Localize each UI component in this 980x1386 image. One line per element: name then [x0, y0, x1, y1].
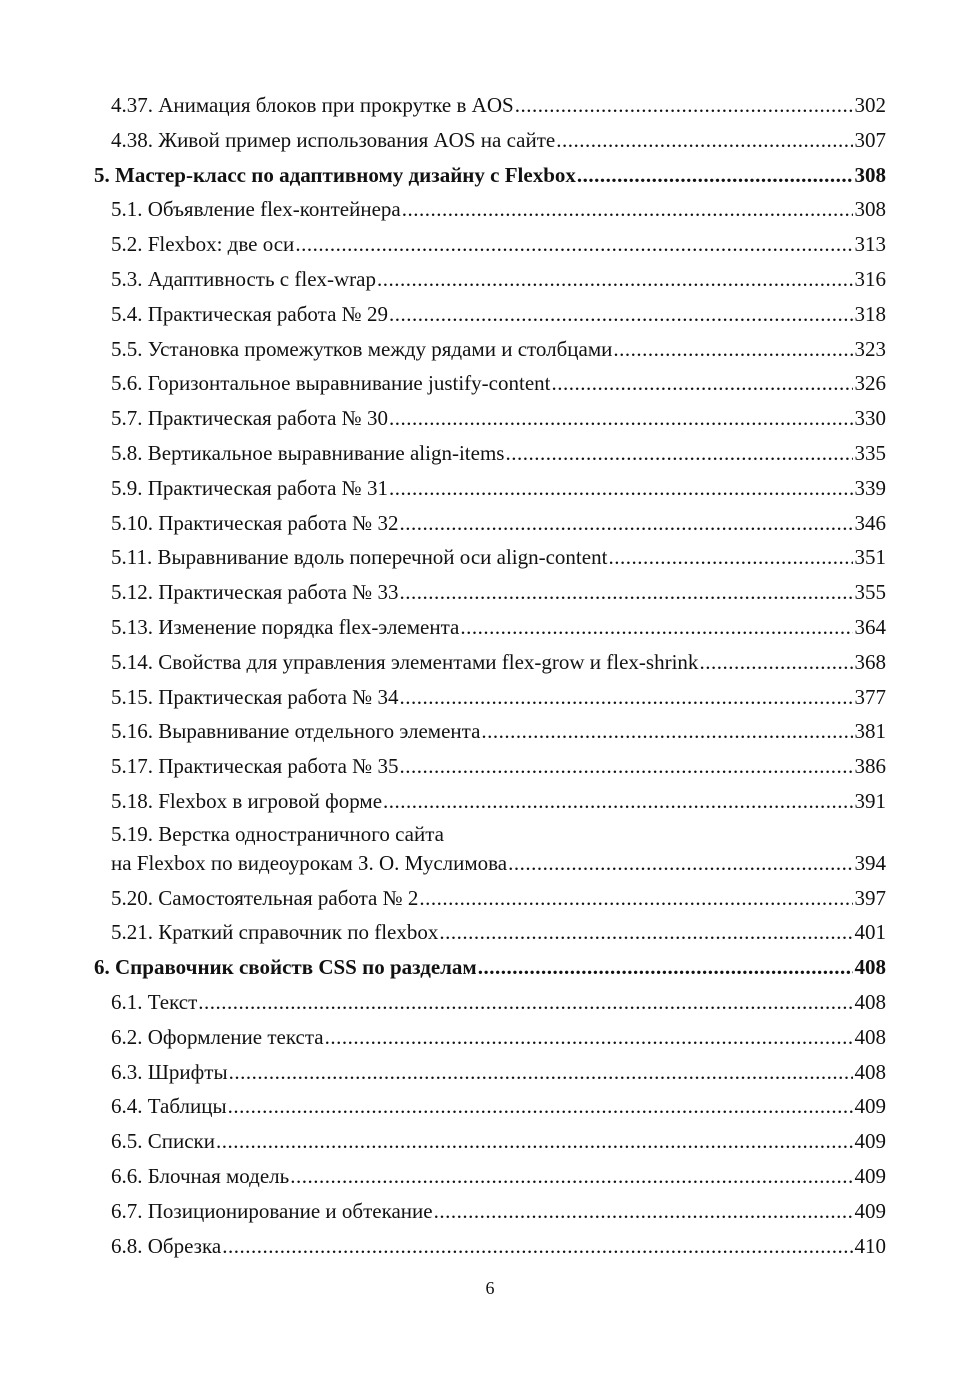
toc-entry-title: 6.7. Позиционирование и обтекание [111, 1198, 433, 1223]
toc-entry[interactable] [94, 192, 886, 227]
toc-entry[interactable] [94, 1229, 886, 1264]
toc-entry[interactable] [94, 332, 886, 367]
toc-entry-page: 323 [854, 336, 886, 361]
toc-entry-page: 397 [854, 885, 886, 910]
dot-leader [383, 784, 852, 819]
toc-entry-title: 5.14. Свойства для управления элементами flex-grow и flex-shrink [111, 649, 699, 674]
dot-leader [399, 749, 852, 784]
dot-leader [434, 1194, 853, 1229]
dot-leader [399, 575, 852, 610]
toc-entry-page: 391 [854, 788, 886, 813]
dot-leader [460, 610, 852, 645]
toc-entry-page: 408 [854, 989, 886, 1014]
toc-entry[interactable] [94, 819, 886, 881]
toc-entry-title: 5.13. Изменение порядка flex-элемента [111, 614, 460, 639]
toc-entry[interactable] [94, 88, 886, 123]
toc-entry[interactable] [94, 784, 886, 819]
dot-leader [216, 1124, 853, 1159]
dot-leader [439, 915, 852, 950]
toc-entry-title: 5.1. Объявление flex-контейнера [111, 197, 401, 222]
toc-entry-title-line1: 5.19. Верстка одностраничного сайта [111, 821, 444, 846]
toc-entry-page: 308 [854, 197, 886, 222]
toc-entry-page: 326 [854, 371, 886, 396]
toc-entry-page: 401 [854, 920, 886, 945]
dot-leader [699, 645, 852, 680]
dot-leader [228, 1089, 853, 1124]
toc-entry[interactable] [94, 915, 886, 950]
toc-entry-title: 5.4. Практическая работа № 29 [111, 301, 388, 326]
toc-entry-page: 381 [854, 719, 886, 744]
toc-entry-page: 335 [854, 440, 886, 465]
dot-leader [481, 714, 852, 749]
toc-entry-page: 409 [854, 1198, 886, 1223]
toc-entry-page: 330 [854, 406, 886, 431]
toc-entry-title: 5.9. Практическая работа № 31 [111, 475, 388, 500]
toc-entry-page: 386 [854, 754, 886, 779]
toc-entry[interactable] [94, 985, 886, 1020]
dot-leader [389, 401, 853, 436]
toc-entry-page: 410 [854, 1233, 886, 1258]
toc-entry-title: 6.6. Блочная модель [111, 1163, 290, 1188]
toc-entry[interactable] [94, 575, 886, 610]
toc-entry-page: 307 [854, 127, 886, 152]
toc-entry-title: 5.8. Вертикальное выравнивание align-items [111, 440, 505, 465]
toc-entry-title: 5.20. Самостоятельная работа № 2 [111, 885, 419, 910]
toc-entry[interactable] [94, 262, 886, 297]
toc-entry-page: 313 [854, 232, 886, 257]
dot-leader [508, 846, 852, 881]
toc-chapter-page: 308 [854, 162, 886, 187]
toc-entry-page: 316 [854, 266, 886, 291]
toc-entry[interactable] [94, 645, 886, 680]
dot-leader [198, 985, 852, 1020]
dot-leader [389, 471, 853, 506]
toc-entry-page: 346 [854, 510, 886, 535]
toc-entry-title: 5.2. Flexbox: две оси [111, 232, 295, 257]
dot-leader [290, 1159, 852, 1194]
toc-entry-page: 364 [854, 614, 886, 639]
toc-entry[interactable] [94, 714, 886, 749]
dot-leader [399, 680, 852, 715]
toc-entry-title: 5.10. Практическая работа № 32 [111, 510, 399, 535]
toc-entry[interactable] [94, 610, 886, 645]
dot-leader [402, 192, 853, 227]
dot-leader [295, 227, 852, 262]
toc-entry-page: 318 [854, 301, 886, 326]
toc-entry-page: 408 [854, 1024, 886, 1049]
toc-entry-title: 6.3. Шрифты [111, 1059, 228, 1084]
dot-leader [399, 506, 852, 541]
toc-chapter-page: 408 [854, 955, 886, 980]
dot-leader [515, 88, 853, 123]
toc-entry[interactable] [94, 749, 886, 784]
dot-leader [608, 540, 852, 575]
dot-leader [229, 1055, 853, 1090]
toc-entry[interactable] [94, 1055, 886, 1090]
dot-leader [505, 436, 852, 471]
toc-entry[interactable] [94, 506, 886, 541]
dot-leader [551, 366, 852, 401]
dot-leader [222, 1229, 852, 1264]
toc-entry[interactable] [94, 436, 886, 471]
toc-entry-title: 5.17. Практическая работа № 35 [111, 754, 399, 779]
toc-entry-page: 339 [854, 475, 886, 500]
toc-entry[interactable] [94, 1159, 886, 1194]
toc-entry-title: 6.8. Обрезка [111, 1233, 222, 1258]
toc-entry-title: 5.7. Практическая работа № 30 [111, 406, 388, 431]
toc-entry-page: 394 [854, 850, 886, 875]
toc-entry-title: 5.5. Установка промежутков между рядами и столбцами [111, 336, 613, 361]
toc-entry-page: 368 [854, 649, 886, 674]
toc-chapter-title: 6. Справочник свойств CSS по разделам [94, 955, 477, 980]
toc-chapter[interactable] [94, 950, 886, 985]
dot-leader [325, 1020, 853, 1055]
toc-entry[interactable] [94, 680, 886, 715]
toc-entry-page: 355 [854, 580, 886, 605]
dot-leader [389, 297, 853, 332]
toc-entry-title: 6.4. Таблицы [111, 1094, 227, 1119]
toc-entry-title: 5.21. Краткий справочник по flexbox [111, 920, 439, 945]
toc-entry[interactable] [94, 471, 886, 506]
toc-entry[interactable] [94, 881, 886, 916]
toc-chapter[interactable] [94, 158, 886, 193]
toc-entry[interactable] [94, 1020, 886, 1055]
toc-entry-page: 409 [854, 1094, 886, 1119]
toc-chapter-title: 5. Мастер-класс по адаптивному дизайну с Flexbox [94, 162, 576, 187]
toc-entry-title-line2: на Flexbox по видеоурокам З. О. Муслимова [111, 850, 508, 875]
toc-entry-page: 408 [854, 1059, 886, 1084]
dot-leader [577, 158, 853, 193]
toc-entry-title: 4.37. Анимация блоков при прокрутке в AOS [111, 93, 514, 117]
toc-entry[interactable] [94, 540, 886, 575]
toc-entry-title: 6.5. Списки [111, 1129, 215, 1154]
toc-entry-page: 351 [854, 545, 886, 570]
dot-leader [556, 123, 852, 158]
toc-entry[interactable] [94, 1194, 886, 1229]
toc-entry[interactable] [94, 401, 886, 436]
toc-entry-title: 5.3. Адаптивность с flex-wrap [111, 266, 376, 291]
toc-entry-page: 409 [854, 1163, 886, 1188]
toc-entry[interactable] [94, 227, 886, 262]
toc-entry[interactable] [94, 1124, 886, 1159]
toc-entry-title: 6.2. Оформление текста [111, 1024, 324, 1049]
toc-entry-page: 302 [854, 93, 886, 117]
toc-entry-page: 409 [854, 1129, 886, 1154]
toc-entry[interactable] [94, 297, 886, 332]
toc-entry-title: 4.38. Живой пример использования AOS на сайте [111, 127, 556, 152]
toc-entry[interactable] [94, 366, 886, 401]
dot-leader [419, 881, 852, 916]
toc-entry[interactable] [94, 1089, 886, 1124]
toc-entry-title: 5.15. Практическая работа № 34 [111, 684, 399, 709]
toc-entry[interactable] [94, 123, 886, 158]
toc-entry-title: 5.18. Flexbox в игровой форме [111, 788, 383, 813]
table-of-contents [94, 88, 886, 1263]
dot-leader [613, 332, 852, 367]
toc-entry-title: 5.16. Выравнивание отдельного элемента [111, 719, 481, 744]
toc-entry-page: 377 [854, 684, 886, 709]
toc-entry-line2 [111, 846, 886, 881]
toc-entry-title: 5.12. Практическая работа № 33 [111, 580, 399, 605]
page-number: 6 [485, 1278, 495, 1298]
dot-leader [377, 262, 853, 297]
toc-entry-title: 5.6. Горизонтальное выравнивание justify-content [111, 371, 551, 396]
dot-leader [478, 950, 853, 985]
toc-entry-title: 5.11. Выравнивание вдоль поперечной оси align-content [111, 545, 608, 570]
toc-entry-title: 6.1. Текст [111, 989, 198, 1014]
